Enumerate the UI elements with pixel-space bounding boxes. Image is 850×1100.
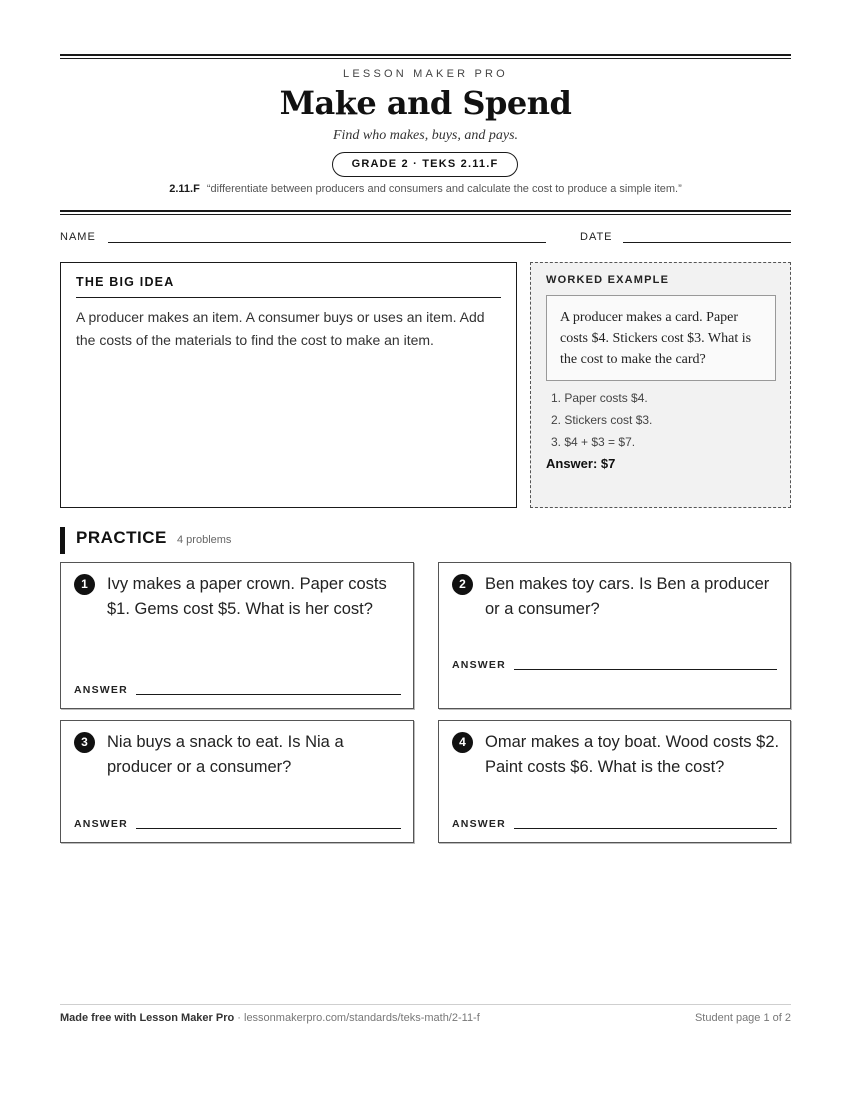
worked-example-heading: WORKED EXAMPLE xyxy=(546,274,670,286)
grade-badge: GRADE 2 · TEKS 2.11.F xyxy=(332,152,518,177)
problem-text: Nia buys a snack to eat. Is Nia a producer or a consumer? xyxy=(107,733,344,776)
page-subtitle: Find who makes, buys, and pays. xyxy=(332,128,519,143)
date-field[interactable] xyxy=(623,242,791,243)
worked-example-problem: A producer makes a card. Paper costs $4. Stickers cost $3. What is the cost to make the card? xyxy=(546,295,776,381)
answer-field[interactable] xyxy=(514,669,777,670)
footer-separator: · xyxy=(234,1012,244,1024)
name-label: NAME xyxy=(60,231,96,243)
standard-text: “differentiate between producers and consumers and calculate the cost to produce a simple item.” xyxy=(206,183,682,195)
answer-label: ANSWER xyxy=(74,684,128,696)
footer-page-number: Student page 1 of 2 xyxy=(694,1012,791,1024)
problem-text: Omar makes a toy boat. Wood costs $2. Paint costs $6. What is the cost? xyxy=(485,733,780,776)
worked-example-box xyxy=(530,262,791,508)
practice-accent-bar xyxy=(60,527,65,554)
problem-number-badge: 2 xyxy=(452,574,473,595)
problem-card-2 xyxy=(438,562,791,709)
footer-credit xyxy=(60,1012,480,1024)
problem-card-4 xyxy=(438,720,791,843)
worked-step: 2. Stickers cost $3. xyxy=(551,413,653,427)
worked-example-answer: Answer: $7 xyxy=(546,456,616,471)
footer-made-with: Made free with Lesson Maker Pro xyxy=(60,1012,235,1024)
problem-number-badge: 4 xyxy=(452,732,473,753)
header-top-rule xyxy=(60,54,791,59)
problem-text: Ben makes toy cars. Is Ben a producer or a consumer? xyxy=(485,575,770,618)
worked-step: 3. $4 + $3 = $7. xyxy=(551,435,636,449)
problem-card-1 xyxy=(60,562,414,709)
standard-line xyxy=(60,183,791,195)
practice-count: 4 problems xyxy=(177,534,232,546)
answer-label: ANSWER xyxy=(74,818,128,830)
footer-divider xyxy=(60,1004,791,1005)
answer-label: ANSWER xyxy=(452,659,506,671)
name-field[interactable] xyxy=(108,242,546,243)
brand-label: LESSON MAKER PRO xyxy=(343,68,508,80)
answer-label: ANSWER xyxy=(452,818,506,830)
answer-field[interactable] xyxy=(136,694,401,695)
worked-step: 1. Paper costs $4. xyxy=(551,391,648,405)
big-idea-box xyxy=(60,262,517,508)
standard-code: 2.11.F xyxy=(169,183,200,195)
big-idea-heading: THE BIG IDEA xyxy=(76,275,501,298)
answer-field[interactable] xyxy=(514,828,777,829)
worked-example-steps xyxy=(546,387,775,453)
practice-heading: PRACTICE xyxy=(76,528,167,547)
footer-url[interactable]: lessonmakerpro.com/standards/teks-math/2-11-f xyxy=(244,1012,480,1024)
big-idea-text: A producer makes an item. A consumer buys or uses an item. Add the costs of the materials to find the cost to make an item. xyxy=(76,309,485,348)
date-label: DATE xyxy=(580,231,613,243)
problem-number-badge: 3 xyxy=(74,732,95,753)
problem-number-badge: 1 xyxy=(74,574,95,595)
problem-card-3 xyxy=(60,720,414,843)
page-title: Make and Spend xyxy=(279,84,572,122)
worksheet-page xyxy=(60,0,791,1100)
answer-field[interactable] xyxy=(136,828,401,829)
header-bottom-rule xyxy=(60,210,791,215)
problem-text: Ivy makes a paper crown. Paper costs $1. Gems cost $5. What is her cost? xyxy=(107,575,387,618)
